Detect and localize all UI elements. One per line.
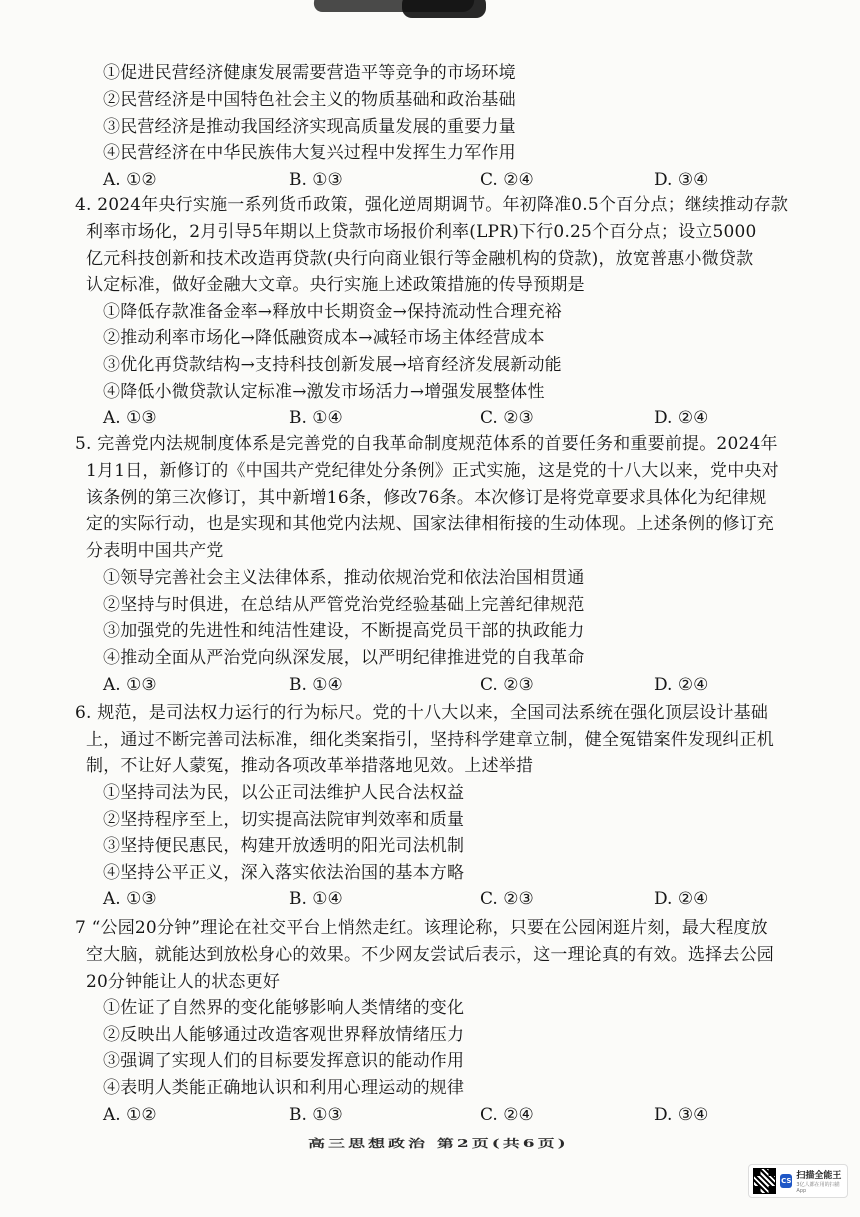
q7-option-3: ③强调了实现人们的目标要发挥意识的能动作用	[103, 1051, 465, 1071]
q5-stem-line-3: 该条例的第三次修订，其中新增16条，修改76条。本次修订是将党章要求具体化为纪律规	[86, 488, 767, 508]
q6-option-1: ①坚持司法为民，以公正司法维护人民合法权益	[103, 783, 465, 803]
q5-answer-c: C. ②③	[480, 675, 534, 695]
scanner-watermark-badge	[748, 1164, 848, 1198]
q6-option-4: ④坚持公平正义，深入落实依法治国的基本方略	[103, 863, 465, 883]
q6-answer-d: D. ②④	[654, 889, 709, 909]
q6-stem-line-1: 6. 规范，是司法权力运行的行为标尺。党的十八大以来，全国司法系统在强化顶层设计基础	[75, 703, 769, 723]
q7-stem-line-1: 7 “公园20分钟”理论在社交平台上悄然走红。该理论称，只要在公园闲逛片刻，最大程度放	[75, 918, 768, 938]
q3-option-3: ③民营经济是推动我国经济实现高质量发展的重要力量	[103, 117, 516, 137]
q7-answer-c: C. ②④	[480, 1105, 534, 1125]
q7-option-2: ②反映出人能够通过改造客观世界释放情绪压力	[103, 1025, 465, 1045]
badge-subtitle: 3亿人都在用的扫描App	[796, 1182, 840, 1194]
q6-option-3: ③坚持便民惠民，构建开放透明的阳光司法机制	[103, 836, 465, 856]
q4-stem-line-2: 利率市场化，2月引导5年期以上贷款市场报价利率(LPR)下行0.25个百分点；设立5000	[86, 222, 757, 242]
q4-option-3: ③优化再贷款结构→支持科技创新发展→培育经济发展新动能	[103, 355, 562, 375]
q4-answer-d: D. ②④	[654, 408, 709, 428]
q7-stem-line-3: 20分钟能让人的状态更好	[86, 972, 281, 992]
q6-answer-b: B. ①④	[289, 889, 343, 909]
q6-stem-line-3: 制，不让好人蒙冤，推动各项改革举措落地见效。上述举措	[86, 756, 534, 776]
camscanner-logo-icon: CS	[780, 1174, 792, 1188]
q4-answer-c: C. ②③	[480, 408, 534, 428]
q6-answer-c: C. ②③	[480, 889, 534, 909]
q4-option-1: ①降低存款准备金率→释放中长期资金→保持流动性合理充裕	[103, 302, 562, 322]
qr-code-icon	[753, 1168, 776, 1194]
q3-answer-c: C. ②④	[480, 170, 534, 190]
q3-answer-d: D. ③④	[654, 170, 709, 190]
q7-answer-d: D. ③④	[654, 1105, 709, 1125]
q5-stem-line-2: 1月1日，新修订的《中国共产党纪律处分条例》正式实施，这是党的十八大以来，党中央对	[86, 461, 779, 481]
q6-stem-line-2: 上，通过不断完善司法标准，细化类案指引，坚持科学建章立制，健全冤错案件发现纠正机	[86, 730, 774, 750]
q3-answer-b: B. ①③	[289, 170, 343, 190]
q6-option-2: ②坚持程序至上，切实提高法院审判效率和质量	[103, 810, 465, 830]
q7-option-4: ④表明人类能正确地认识和利用心理运动的规律	[103, 1078, 465, 1098]
q3-option-1: ①促进民营经济健康发展需要营造平等竞争的市场环境	[103, 63, 516, 83]
page-footer: 高三思想政治 第2页(共6页)	[308, 1137, 569, 1151]
q5-option-2: ②坚持与时俱进，在总结从严管党治党经验基础上完善纪律规范	[103, 595, 585, 615]
q5-answer-d: D. ②④	[654, 675, 709, 695]
q4-stem-line-3: 亿元科技创新和技术改造再贷款(央行向商业银行等金融机构的贷款)，放宽普惠小微贷款	[86, 249, 754, 269]
q4-stem-line-4: 认定标准，做好金融大文章。央行实施上述政策措施的传导预期是	[86, 275, 585, 295]
q4-answer-b: B. ①④	[289, 408, 343, 428]
scan-blot	[402, 0, 486, 18]
badge-title: 扫描全能王	[796, 1171, 842, 1181]
q6-answer-a: A. ①③	[103, 889, 157, 909]
q5-stem-line-4: 定的实际行动，也是实现和其他党内法规、国家法律相衔接的生动体现。上述条例的修订充	[86, 514, 774, 534]
q3-option-2: ②民营经济是中国特色社会主义的物质基础和政治基础	[103, 90, 516, 110]
q5-option-3: ③加强党的先进性和纯洁性建设，不断提高党员干部的执政能力	[103, 621, 585, 641]
q3-option-4: ④民营经济在中华民族伟大复兴过程中发挥生力军作用	[103, 143, 516, 163]
q5-answer-b: B. ①④	[289, 675, 343, 695]
q5-option-4: ④推动全面从严治党向纵深发展，以严明纪律推进党的自我革命	[103, 648, 585, 668]
q7-option-1: ①佐证了自然界的变化能够影响人类情绪的变化	[103, 998, 465, 1018]
q5-stem-line-5: 分表明中国共产党	[86, 541, 224, 561]
q4-stem-line-1: 4. 2024年央行实施一系列货币政策，强化逆周期调节。年初降准0.5个百分点；继续推动存款	[75, 195, 789, 215]
q3-answer-a: A. ①②	[103, 170, 157, 190]
q5-answer-a: A. ①③	[103, 675, 157, 695]
q7-answer-b: B. ①③	[289, 1105, 343, 1125]
q5-option-1: ①领导完善社会主义法律体系，推动依规治党和依法治国相贯通	[103, 568, 585, 588]
badge-text	[796, 1168, 843, 1194]
q4-option-2: ②推动利率市场化→降低融资成本→减轻市场主体经营成本	[103, 328, 545, 348]
q4-option-4: ④降低小微贷款认定标准→激发市场活力→增强发展整体性	[103, 382, 545, 402]
q5-stem-line-1: 5. 完善党内法规制度体系是完善党的自我革命制度规范体系的首要任务和重要前提。2024年	[75, 434, 778, 454]
q7-answer-a: A. ①②	[103, 1105, 157, 1125]
q7-stem-line-2: 空大脑，就能达到放松身心的效果。不少网友尝试后表示，这一理论真的有效。选择去公园	[86, 945, 774, 965]
q4-answer-a: A. ①③	[103, 408, 157, 428]
